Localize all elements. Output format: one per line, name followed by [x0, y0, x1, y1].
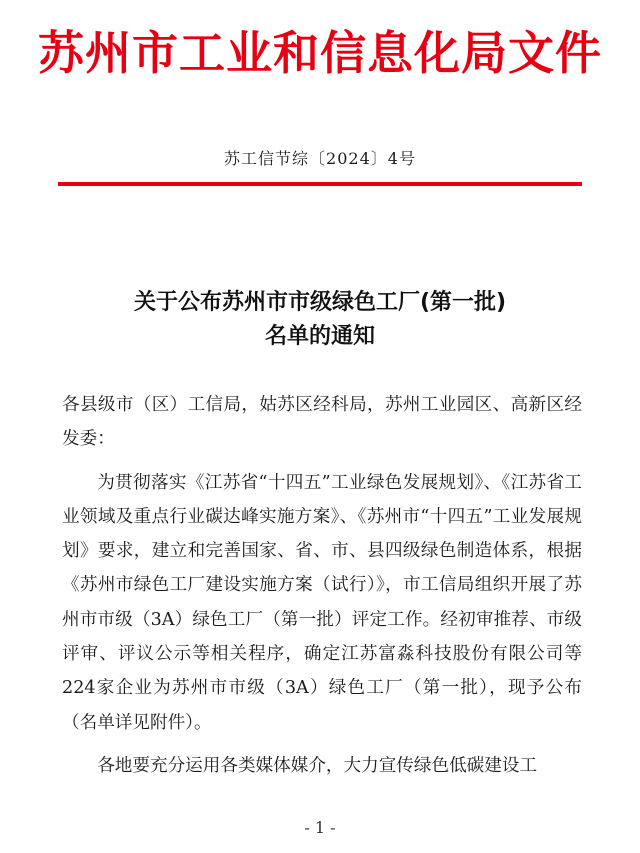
header-red-rule — [58, 182, 582, 186]
notice-title — [0, 286, 640, 354]
recipients-paragraph: 各县级市（区）工信局，姑苏区经科局，苏州工业园区、高新区经发委： — [62, 395, 582, 450]
notice-body — [62, 388, 582, 783]
body-paragraph-2: 各地要充分运用各类媒体媒介，大力宣传绿色低碳建设工 — [97, 755, 538, 776]
page-number: - 1 - — [304, 818, 336, 837]
notice-title-line-1: 关于公布苏州市市级绿色工厂(第一批) — [133, 290, 507, 315]
notice-title-line-2: 名单的通知 — [264, 324, 375, 349]
document-header-title: 苏州市工业和信息化局文件 — [38, 26, 602, 80]
body-paragraph-1: 为贯彻落实《江苏省“十四五”工业绿色发展规划》、《江苏省工业领域及重点行业碳达峰实施方案》、《苏州市“十四五”工业发展规划》要求，建立和完善国家、省、市、县四级绿色制造体系，根据《苏州市绿色工厂建设实施方案（试行）》，市工信局组织开展了苏州市市级（3A）绿色工厂（第一批）评定工作。经初审推荐、市级评审、评议公示等相关程序，确定江苏富淼科技股份有限公司等224家企业为苏州市市级（3A）绿色工厂（第一批），现予公布（名单详见附件）。 — [62, 472, 582, 733]
document-number: 苏工信节综〔2024〕4号 — [224, 149, 416, 168]
